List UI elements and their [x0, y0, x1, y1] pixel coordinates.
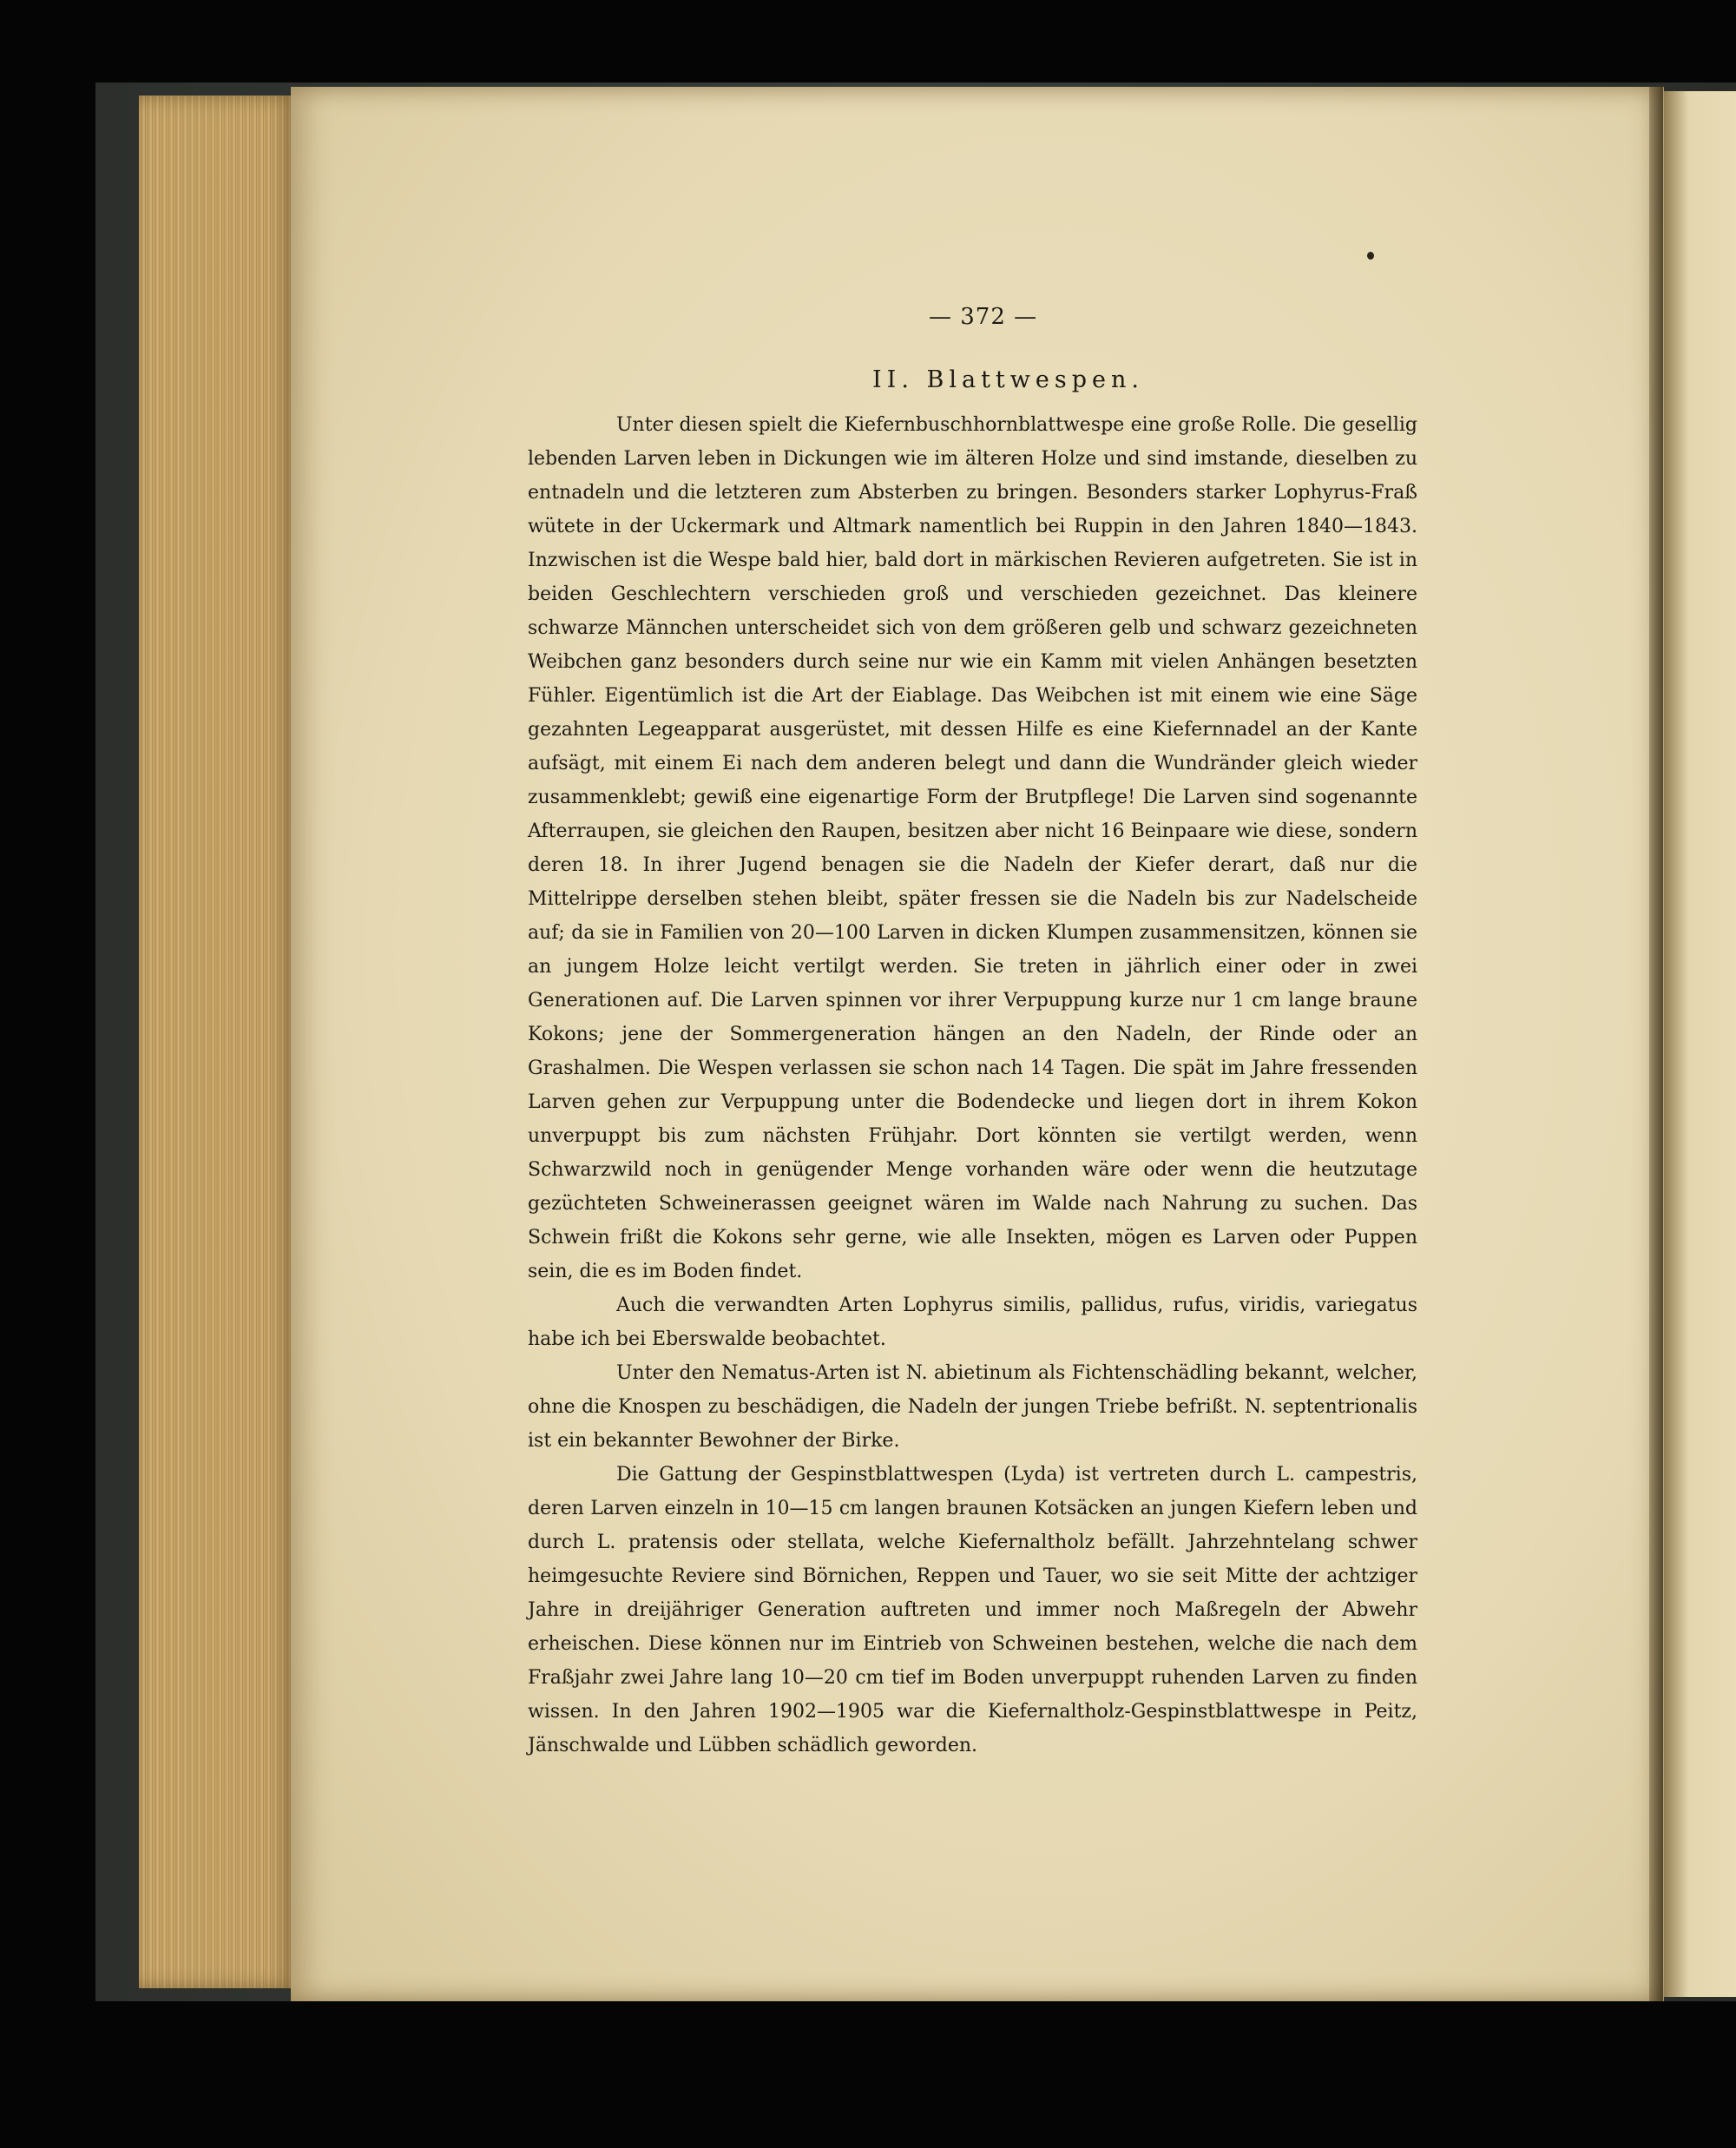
page-gutter — [1649, 87, 1663, 2001]
section-heading: II. Blattwespen. — [872, 366, 1144, 393]
paragraph-lophyrus: Unter diesen spielt die Kiefernbuschhornblattwespe eine große Rolle. Die gesellig lebenden Larven leben in Dickungen wie im älteren Holze und sind imstande, dieselben zu entnadeln und die letzteren zum Absterben zu bringen. Besonders starker Lophyrus-Fraß wütete in der Uckermark und Altmark namentlich bei Ruppin in den Jahren 1840—1843. Inzwischen ist die Wespe bald hier, bald dort in märkischen Revieren aufgetreten. Sie ist in beiden Geschlechtern verschieden groß und verschieden gezeichnet. Das kleinere schwarze Männchen unterscheidet sich von dem größeren gelb und schwarz gezeichneten Weibchen ganz besonders durch seine nur wie ein Kamm mit vielen Anhängen besetzten Fühler. Eigentümlich ist die Art der Eiablage. Das Weibchen ist mit einem wie eine Säge gezahnten Legeapparat ausgerüstet, mit dessen Hilfe es eine Kiefernnadel an der Kante aufsägt, mit einem Ei nach dem anderen belegt und dann die Wundränder gleich wieder zusammenklebt; gewiß eine eigenartige Form der Brutpflege! Die Larven sind sogenannte Afterraupen, sie gleichen den Raupen, besitzen aber nicht 16 Beinpaare wie diese, sondern deren 18. In ihrer Jugend benagen sie die Nadeln der Kiefer derart, daß nur die Mittelrippe derselben stehen bleibt, später fressen sie die Nadeln bis zur Nadelscheide auf; da sie in Familien von 20—100 Larven in dicken Klumpen zusammensitzen, können sie an jungem Holze leicht vertilgt werden. Sie treten in jährlich einer oder in zwei Generationen auf. Die Larven spinnen vor ihrer Verpuppung kurze nur 1 cm lange braune Kokons; jene der Sommergeneration hängen an den Nadeln, der Rinde oder an Grashalmen. Die Wespen verlassen sie schon nach 14 Tagen. Die spät im Jahre fressenden Larven gehen zur Verpuppung unter die Bodendecke und liegen dort in ihrem Kokon unverpuppt bis zum nächsten Frühjahr. Dort könnten sie vertilgt werden, wenn Schwarzwild noch in genügender Menge vorhanden wäre oder wenn die heutzutage gezüchteten Schweinerassen geeignet wären im Walde nach Nahrung zu suchen. Das Schwein frißt die Kokons sehr gerne, wie alle Insekten, mögen es Larven oder Puppen sein, die es im Boden findet. — [528, 414, 1417, 1282]
ink-spot — [1367, 252, 1374, 260]
paragraph-nematus: Unter den Nematus-Arten ist N. abietinum als Fichtenschädling bekannt, welcher, ohne die Knospen zu beschädigen, die Nadeln der jungen Triebe befrißt. N. septentrionalis ist ein bekannter Bewohner der Birke. — [528, 1362, 1417, 1452]
facing-page-edge — [1663, 91, 1736, 1997]
paragraph-lyda: Die Gattung der Gespinstblattwespen (Lyda) ist vertreten durch L. campestris, deren Larven einzeln in 10—15 cm langen braunen Kotsäcken an jungen Kiefern leben und durch L. pratensis oder stellata, welche Kiefernaltholz befällt. Jahrzehntelang schwer heimgesuchte Reviere sind Börnichen, Reppen und Tauer, wo sie seit Mitte der achtziger Jahre in dreijähriger Generation auftreten und immer noch Maßregeln der Abwehr erheischen. Diese können nur im Eintrieb von Schweinen bestehen, welche die nach dem Fraßjahr zwei Jahre lang 10—20 cm tief im Boden unverpuppt ruhenden Larven zu finden wissen. In den Jahren 1902—1905 war die Kiefernaltholz-Gespinstblattwespe in Peitz, Jänschwalde und Lübben schädlich geworden. — [528, 1464, 1417, 1756]
paragraph-related-species: Auch die verwandten Arten Lophyrus similis, pallidus, rufus, viridis, variegatus habe ich bei Eberswalde beobachtet. — [528, 1295, 1417, 1350]
page-number: — 372 — — [929, 304, 1038, 330]
page-edges — [139, 96, 295, 1988]
body-text — [528, 408, 1417, 1763]
